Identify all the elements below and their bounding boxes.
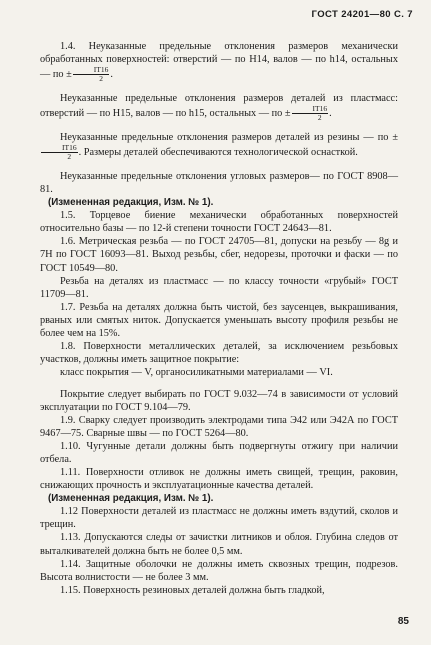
paragraph-1-14: 1.14. Защитные оболочки не должны иметь сквозных трещин, подрезов. Высота волнистости — не более 3 мм. [40, 558, 398, 583]
fraction-denominator: 2 [99, 74, 103, 84]
paragraph-1-7: 1.7. Резьба на деталях должна быть чистой, без заусенцев, выкрашивания, рваных или смятых ниток. Допускается уменьшать высоту профиля резьбы не более чем на 15%. [40, 301, 398, 339]
fraction [41, 144, 78, 161]
running-header: ГОСТ 24201—80 С. 7 [311, 9, 413, 20]
fraction-numerator: IT16 [292, 105, 329, 114]
paragraph-1-4 [40, 40, 398, 83]
fraction-numerator: IT16 [41, 144, 78, 153]
paragraph-text: Неуказанные предельные отклонения размеров деталей из пластмасс: отверстий — по Н15, валов — по h15, остальных — по ± [40, 93, 398, 119]
paragraph-1-8: 1.8. Поверхности металлических деталей, за исключением резьбовых участков, должны иметь защитное покрытие: [40, 340, 398, 365]
fraction-denominator: 2 [67, 152, 72, 162]
fraction-denominator: 2 [317, 113, 322, 123]
fraction [292, 105, 329, 122]
fraction [73, 66, 110, 83]
paragraph-text: 1.4. Неуказанные предельные отклонения размеров механически обработанных поверхностей: отверстий — по Н14, валов — по h14, остальных — по ± [40, 41, 398, 80]
paragraph-1-5: 1.5. Торцевое биение механически обработанных поверхностей относительно базы — по 12-й степени точности ГОСТ 24643—81. [40, 210, 398, 235]
paragraph-coating-class: класс покрытия — V, органосиликатными материалами — VI. [60, 366, 333, 378]
paragraph-text: . [110, 68, 113, 80]
paragraph-plastics-tolerances [40, 92, 398, 122]
paragraph-1-13: 1.13. Допускаются следы от зачистки литников и облоя. Глубина следов от выталкивателей должна быть не более 0,5 мм. [40, 532, 398, 557]
paragraph-angular-tolerances: Неуказанные предельные отклонения угловых размеров— по ГОСТ 8908—81. [40, 171, 398, 196]
paragraph-rubber-tolerances [40, 131, 398, 161]
paragraph-text: . [329, 108, 332, 119]
page-number: 85 [397, 616, 409, 627]
paragraph-1-10: 1.10. Чугунные детали должны быть подвергнуты отжигу при наличии отбела. [40, 441, 398, 466]
body-text [40, 40, 398, 597]
paragraph-plastic-thread: Резьба на деталях из пластмасс — по классу точности «грубый» ГОСТ 11709—81. [40, 275, 398, 300]
paragraph-1-9: 1.9. Сварку следует производить электродами типа Э42 или Э42А по ГОСТ 9467—75. Сварные швы — по ГОСТ 5264—80. [40, 415, 398, 440]
paragraph-1-6: 1.6. Метрическая резьба — по ГОСТ 24705—81, допуски на резьбу — 8g и 7H по ГОСТ 16093—81. Выход резьбы, сбег, недорезы, проточки и фаски — по ГОСТ 10549—80. [40, 236, 398, 274]
paragraph-text: . Размеры деталей обеспечиваются технологической оснасткой. [78, 147, 358, 159]
paragraph-coating-selection: Покрытие следует выбирать по ГОСТ 9.032—74 в зависимости от условий эксплуатации по ГОСТ 9.104—79. [40, 388, 398, 413]
paragraph-1-15: 1.15. Поверхность резиновых деталей должна быть гладкой, [60, 584, 325, 596]
amendment-note: (Измененная редакция, Изм. № 1). [48, 493, 214, 505]
amendment-note: (Измененная редакция, Изм. № 1). [48, 197, 214, 209]
paragraph-text: Неуказанные предельные отклонения размеров деталей из резины — по ± [60, 132, 398, 144]
paragraph-1-11: 1.11. Поверхности отливок не должны иметь свищей, трещин, раковин, снижающих прочность и эксплуатационные качества деталей. [40, 467, 398, 492]
paragraph-1-12: 1.12 Поверхности деталей из пластмасс не должны иметь вздутий, сколов и трещин. [40, 506, 398, 531]
fraction-numerator: IT16 [73, 66, 110, 75]
